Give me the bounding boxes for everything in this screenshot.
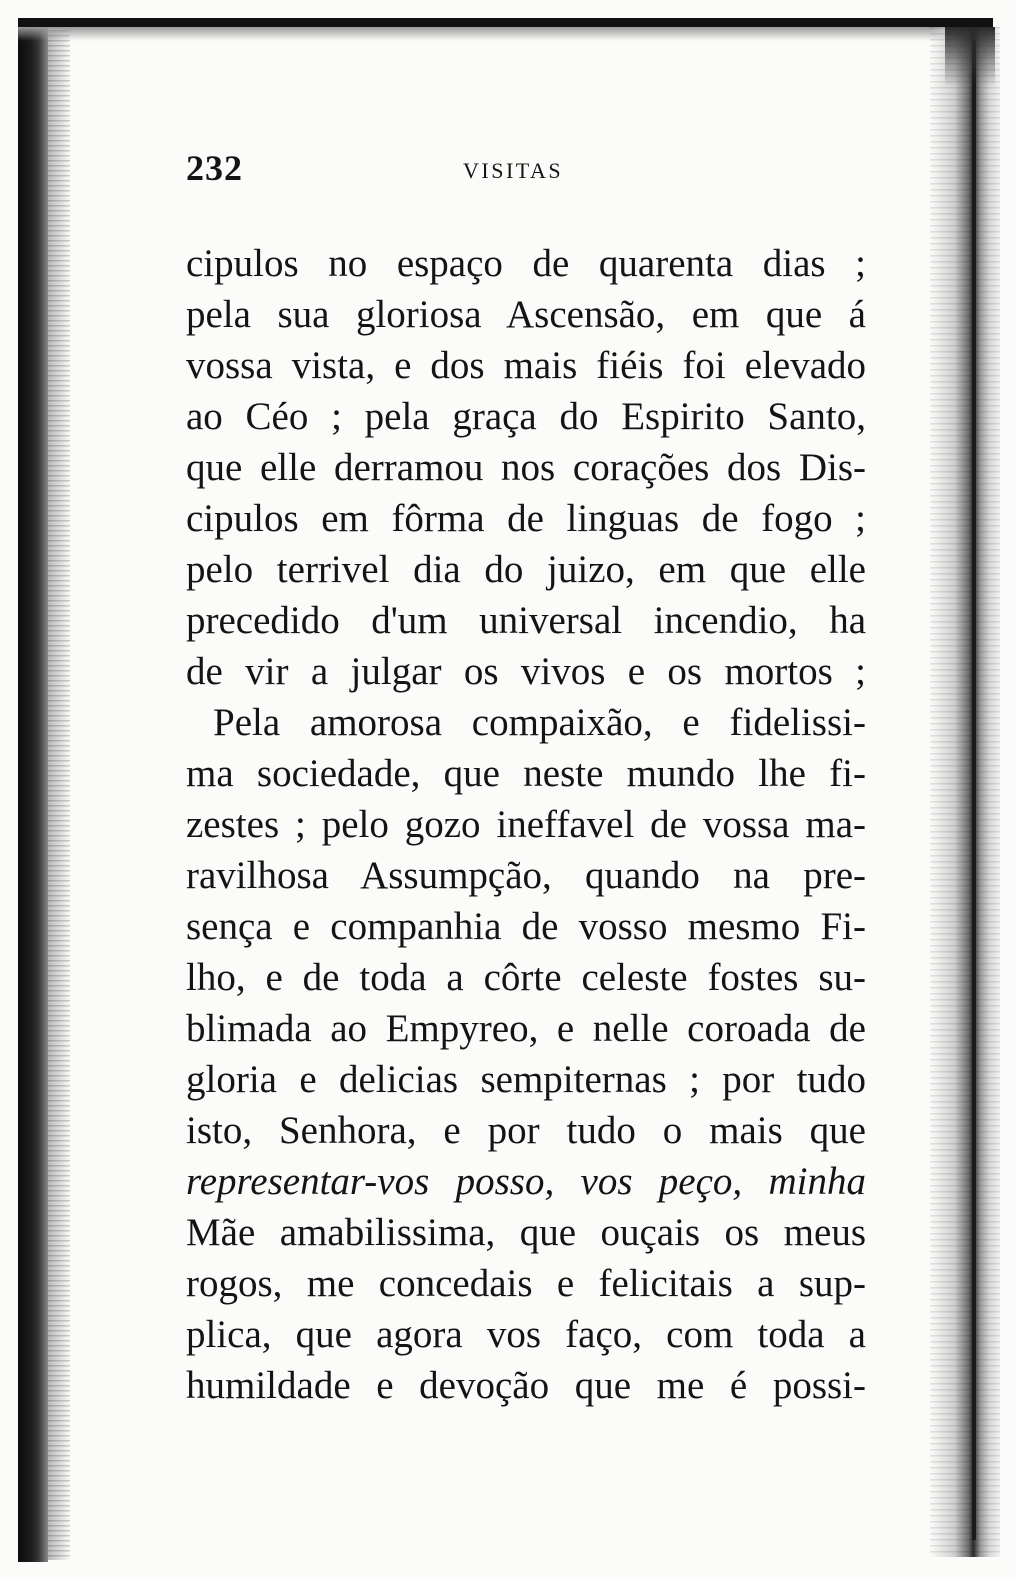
running-head: VISITAS	[463, 158, 564, 183]
text-line: que elle derramou nos corações dos Dis-	[186, 446, 866, 489]
text-line: cipulos no espaço de quarenta dias ;	[186, 242, 866, 285]
text-line: ravilhosa Assumpção, quando na pre-	[186, 854, 866, 897]
binding-edge-texture	[48, 30, 70, 1560]
top-page-edge-shade	[18, 27, 993, 41]
text-line: zestes ; pelo gozo ineffavel de vossa ma-	[186, 803, 866, 846]
text-line: rogos, me concedais e felicitais a sup-	[186, 1262, 866, 1305]
text-line: ma sociedade, que neste mundo lhe fi-	[186, 752, 866, 795]
page-number: 232	[186, 148, 243, 188]
text-line: ao Céo ; pela graça do Espirito Santo,	[186, 395, 866, 438]
paragraph-start-line: Pela amorosa compaixão, e fidelissi-	[213, 701, 866, 744]
text-line: isto, Senhora, e por tudo o mais que	[186, 1109, 866, 1152]
text-line: Mãe amabilissima, que ouçais os meus	[186, 1211, 866, 1254]
right-page-edge	[972, 40, 976, 1540]
binding-edge	[18, 20, 48, 1562]
text-line: pelo terrivel dia do juizo, em que elle	[186, 548, 866, 591]
text-line: humildade e devoção que me é possi-	[186, 1364, 866, 1407]
text-line: de vir a julgar os vivos e os mortos ;	[186, 650, 866, 693]
text-line: vossa vista, e dos mais fiéis foi elevado	[186, 344, 866, 387]
top-page-edge	[18, 18, 993, 27]
right-page-corner-shadow	[945, 27, 995, 87]
text-line: plica, que agora vos faço, com toda a	[186, 1313, 866, 1356]
body-text	[186, 238, 866, 1411]
text-line: sença e companhia de vosso mesmo Fi-	[186, 905, 866, 948]
text-line: cipulos em fôrma de linguas de fogo ;	[186, 497, 866, 540]
text-line: lho, e de toda a côrte celeste fostes su-	[186, 956, 866, 999]
text-line: pela sua gloriosa Ascensão, em que á	[186, 293, 866, 336]
text-line: gloria e delicias sempiternas ; por tudo	[186, 1058, 866, 1101]
right-page-edge-shade	[930, 27, 1000, 1557]
text-line: blimada ao Empyreo, e nelle coroada de	[186, 1007, 866, 1050]
text-line: precedido d'um universal incendio, ha	[186, 599, 866, 642]
italic-text-line: representar-vos posso, vos peço, minha	[186, 1160, 866, 1203]
